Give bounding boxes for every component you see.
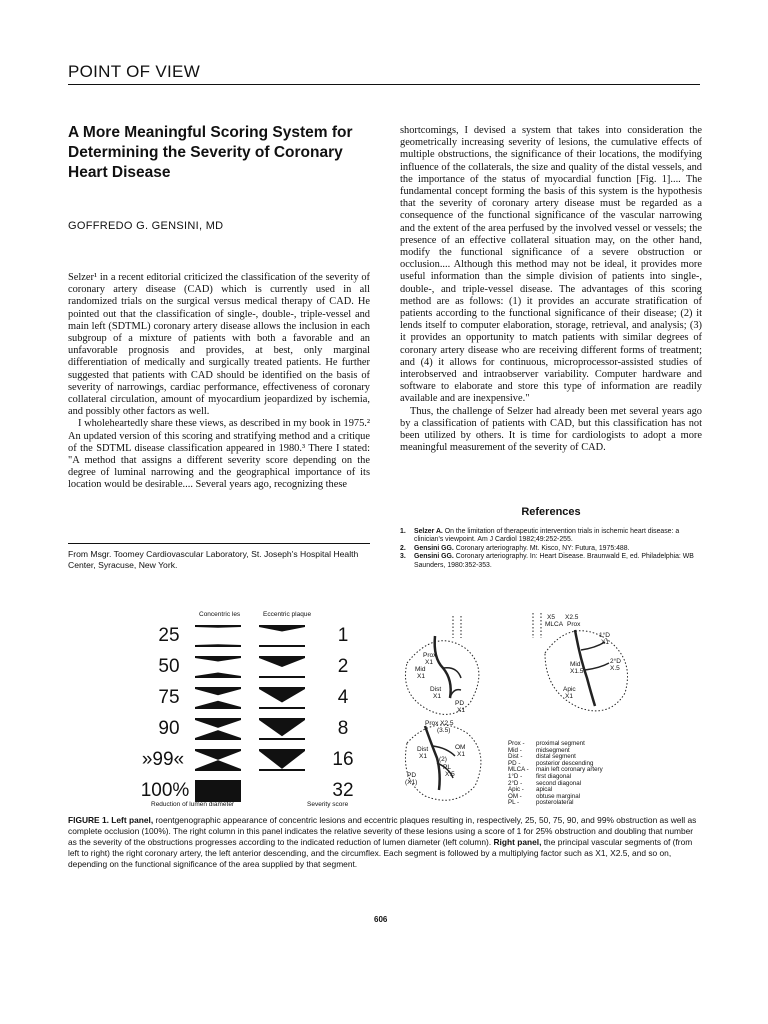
reduction-label: 50 bbox=[158, 656, 180, 677]
legend-value: posterolateral bbox=[536, 799, 574, 807]
rca-label: Prox bbox=[423, 652, 437, 659]
lad-label: X1 bbox=[601, 639, 609, 646]
reduction-label: 75 bbox=[158, 687, 180, 708]
lcx-label: X1 bbox=[419, 753, 427, 760]
reference-body bbox=[414, 545, 630, 553]
eccentric-column-heading: Eccentric plaque bbox=[263, 611, 312, 618]
reference-text: Coronary arteriography. In: Heart Disease. Braunwald E, ed. Philadelphia: WB Saunders, 1980:352-353. bbox=[414, 553, 694, 569]
x-axis-label-left: Reduction of lumen diameter bbox=[151, 801, 235, 808]
left-column bbox=[68, 272, 370, 492]
legend-value: second diagonal bbox=[536, 779, 582, 787]
right-column bbox=[400, 125, 702, 454]
reference-number: 3. bbox=[400, 553, 406, 561]
footnote-rule bbox=[68, 543, 370, 544]
references-list bbox=[400, 528, 710, 570]
lad-aorta-outline bbox=[533, 613, 541, 638]
caption-label: FIGURE 1. Left panel, bbox=[68, 815, 154, 825]
legend-value: midsegment bbox=[536, 746, 570, 754]
figure-left-panel bbox=[135, 608, 365, 808]
reduction-label: 25 bbox=[158, 625, 180, 646]
legend-value: apical bbox=[536, 786, 553, 794]
lesion-drawings bbox=[195, 620, 315, 810]
legend-value: obtuse marginal bbox=[536, 792, 581, 800]
lad-label: MLCA bbox=[545, 621, 564, 628]
reference-authors: Selzer A. bbox=[414, 528, 443, 535]
reference-item bbox=[400, 528, 710, 545]
lad-label: 1°D bbox=[599, 632, 610, 639]
legend-key: 2°D - bbox=[508, 779, 523, 787]
paragraph: shortcomings, I devised a system that takes into consideration the geometrically increasing severity of lesions, the cumulative effects of multiple obstructions, the significance of their locations, the modifying influence of the collaterals, the size and quality of the distal vessels, and the importance of the status of myocardial function [Fig. 1].... The fundamental concept forming the basis of this system is the hypothesis that the severity of coronary artery disease must be regarded as a consequence of the functional significance of the vascular narrowing and the extent of the area perfused by the involved vessel or vessels; the presence of an effective collateral situation may, on the other hand, modify the functional significance of a severe obstruction or occlusion.... Although this method may not be ideal, it provides more useful information than the simple division of patients into single-, double-, and triple-vessel disease. The advantages of this scoring method are as follows: (1) it provides an accurate stratification of patients according to the functional significance of their disease; (2) it lends itself to computer elaboration, storage, retrieval, and analysis; (3) it provides an opportunity to match patients with similar degrees of coronary artery disease who are receiving different forms of treatment; and (4) it allows for continuous, microprocessor-assisted studies of interobserved and intraobserver variability. Computer hardware and software to elaborate and store this type of information are readily available and are inexpensive." bbox=[400, 125, 702, 405]
rca-label: X1 bbox=[417, 673, 425, 680]
lcx-label: (X1) bbox=[405, 779, 418, 786]
reference-body bbox=[414, 553, 710, 570]
caption-text: roentgenographic appearance of concentric lesions and eccentric plaques resulting in, respectively, 25, 50, 75, 90, and 99% obstruction as well as complete occlusion (100%). The right column in this panel indicates the relative severity of these lesions using a score of 1 for 25% obstruction and doubling that number as the severity of the obstructions progresses according to the indicated reduction of lumen diameter (left column). bbox=[68, 815, 697, 847]
lad-label: X5 bbox=[547, 614, 555, 621]
legend-value: posterior descending bbox=[536, 759, 594, 767]
article-title: A More Meaningful Scoring System for Determining the Severity of Coronary Heart Disease bbox=[68, 124, 353, 181]
concentric-column-heading: Concentric les bbox=[199, 611, 241, 618]
article-author: GOFFREDO G. GENSINI, MD bbox=[68, 220, 224, 232]
reference-item bbox=[400, 553, 710, 570]
reduction-label: »99« bbox=[141, 749, 185, 770]
rca-label: Mid bbox=[415, 666, 426, 673]
legend-value: distal segment bbox=[536, 753, 576, 761]
lad-label: X.5 bbox=[610, 665, 620, 672]
legend-key: PD - bbox=[508, 759, 521, 767]
lad-label: X2.5 bbox=[565, 614, 579, 621]
legend-key: PL - bbox=[508, 799, 520, 807]
reference-body bbox=[414, 528, 710, 545]
legend-key: Prox - bbox=[508, 740, 525, 747]
legend-key: Dist - bbox=[508, 753, 523, 761]
severity-score: 8 bbox=[337, 718, 349, 739]
legend-value: first diagonal bbox=[536, 772, 572, 780]
lcx-label: PL bbox=[443, 764, 451, 771]
reference-text: Coronary arteriography. Mt. Kisco, NY: Futura, 1975:488. bbox=[455, 544, 630, 552]
lcx-label: X.5 bbox=[445, 771, 455, 778]
rca-label: X1 bbox=[457, 707, 465, 714]
reference-text: On the limitation of therapeutic intervention trials in ischemic heart disease: a clinician's viewpoint. Am J Cardiol 1982;49:252-255. bbox=[414, 528, 680, 544]
reduction-label: 90 bbox=[158, 718, 180, 739]
lad-label: X1 bbox=[565, 693, 573, 700]
concentric-lesion bbox=[195, 780, 241, 802]
figure-caption bbox=[68, 815, 700, 870]
affiliation-note: From Msgr. Toomey Cardiovascular Laboratory, St. Joseph's Hospital Health Center, Syracuse, New York. bbox=[68, 549, 359, 570]
section-title: POINT OF VIEW bbox=[68, 62, 201, 81]
severity-score: 4 bbox=[337, 687, 349, 708]
paragraph: Selzer¹ in a recent editorial criticized the classification of the severity of coronary artery disease (CAD) which is currently used in all randomized trials on the surgical versus medical therapy of CAD. He pointed out that the classification of single-, double-, triple-vessel and main left (SDTML) coronary artery disease allows the inclusion in each subgroup of a mixture of patients with both a favorable and an unfavorable prognosis and provides, at best, only marginal differentiation of medically and surgically treated patients. He further suggested that patients with CAD should be identified on the basis of severity of narrowings, cardiac performance, effectiveness of coronary collateral circulation, amount of myocardium jeopardized by ischemia, and possibly other factors as well. bbox=[68, 272, 370, 418]
lcx-label: PD bbox=[407, 772, 417, 779]
severity-score: 2 bbox=[337, 656, 349, 677]
reference-number: 1. bbox=[400, 528, 406, 535]
legend-key: Mid - bbox=[508, 746, 522, 754]
rca-label: X1 bbox=[425, 659, 433, 666]
rca-label: Dist bbox=[430, 686, 442, 693]
lad-diagonal bbox=[585, 663, 609, 670]
lcx-label: Prox X2.5 bbox=[425, 720, 454, 727]
reduction-label: 100% bbox=[140, 780, 190, 801]
reference-item bbox=[400, 545, 710, 553]
rca-label: X1 bbox=[433, 693, 441, 700]
lcx-label: OM bbox=[455, 744, 466, 751]
paragraph: I wholeheartedly share these views, as described in my book in 1975.² An updated version of this scoring and stratifying method and a critique of the SDTML disease classification appeared in 1980.³ There I stated: "A method that assigns a different severity score depending on the degree of luminal narrowing and the geographical importance of its location would be desirable.... Several years ago, recognizing these bbox=[68, 418, 370, 491]
lcx-label: (3.5) bbox=[437, 727, 451, 734]
legend-key: Apic - bbox=[508, 786, 524, 794]
caption-text: the principal vascular segments of (from left to right) the right coronary artery, the left anterior descending, and the circumflex. Each segment is followed by a multiplying factor such as X1, X2.5, and so on, depending on the functional significance of the area supplied by that segment. bbox=[68, 837, 693, 869]
lcx-vessel bbox=[425, 726, 440, 790]
rca-label: PD bbox=[455, 700, 465, 707]
reference-authors: Gensini GG. bbox=[414, 553, 454, 561]
rca-aorta-outline bbox=[453, 616, 461, 638]
page-number: 606 bbox=[374, 915, 388, 924]
lad-label: 2°D bbox=[610, 658, 621, 665]
figure-legend bbox=[508, 741, 603, 807]
severity-score: 32 bbox=[332, 780, 354, 801]
lad-label: Prox bbox=[567, 621, 581, 628]
lcx-label: Dist bbox=[417, 746, 429, 753]
lad-label: Apic bbox=[563, 686, 576, 693]
lcx-label: X1 bbox=[457, 751, 465, 758]
concentric-lumen bbox=[195, 627, 241, 645]
header-rule bbox=[68, 84, 700, 85]
paragraph: Thus, the challenge of Selzer had already been met several years ago by a classification of patients with CAD, but this classification has not been utilized by others. It is time for cardiologists to adopt a more meaningful measurement of the severity of CAD. bbox=[400, 405, 702, 454]
legend-key: 1°D - bbox=[508, 772, 523, 780]
caption-label: Right panel, bbox=[491, 837, 542, 847]
reference-number: 2. bbox=[400, 544, 406, 552]
lad-label: Mid bbox=[570, 661, 581, 668]
severity-score: 1 bbox=[337, 625, 349, 646]
x-axis-label-right: Severity score bbox=[307, 801, 349, 808]
references-heading: References bbox=[521, 506, 581, 518]
legend-key: MLCA - bbox=[508, 766, 529, 774]
severity-score: 16 bbox=[332, 749, 354, 770]
legend-item bbox=[508, 800, 603, 807]
lcx-label: (2) bbox=[439, 756, 447, 763]
lad-label: X1.5 bbox=[570, 668, 584, 675]
legend-value: proximal segment bbox=[536, 740, 585, 747]
reference-authors: Gensini GG. bbox=[414, 544, 454, 552]
legend-value: main left coronary artery bbox=[536, 766, 603, 774]
legend-key: OM - bbox=[508, 792, 522, 800]
